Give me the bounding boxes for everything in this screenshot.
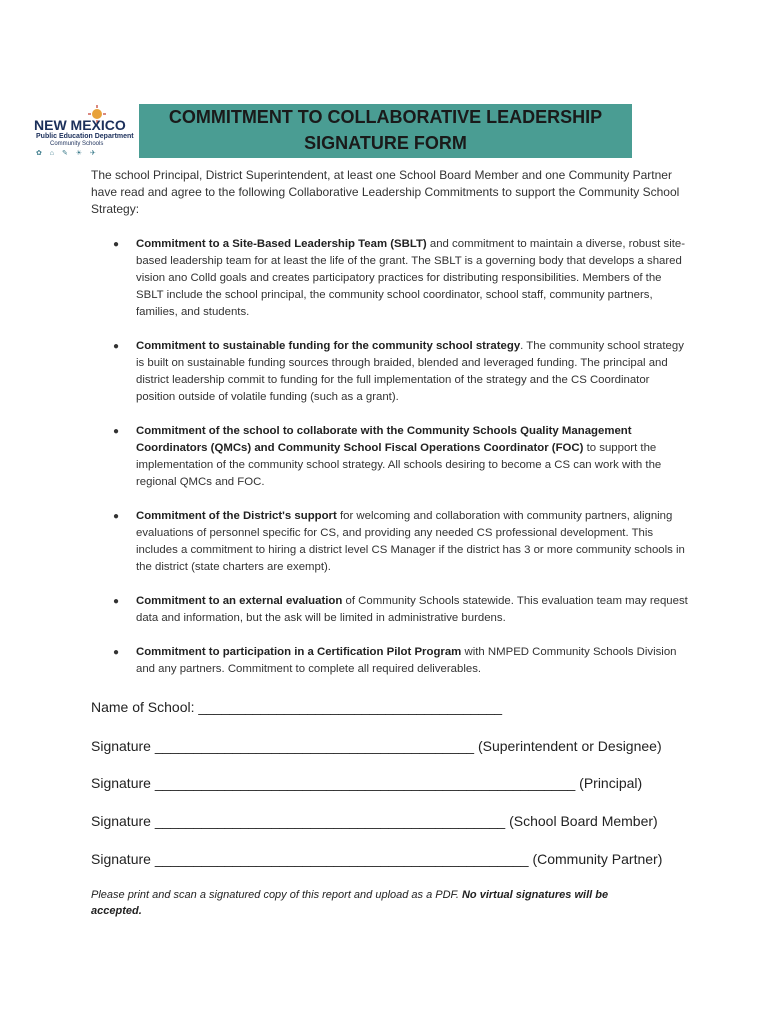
form-title-banner [139,104,632,158]
commitment-title: Commitment to participation in a Certification Pilot Program [136,646,462,658]
footer-instructions: Please print and scan a signatured copy of this report and upload as a PDF. [91,889,462,901]
principal-signature-field[interactable]: Signature ______________________________________________________ (Principal) [91,775,643,791]
list-item [91,236,691,321]
list-item [91,644,691,678]
bullet-icon: ● [113,426,120,437]
commitment-text: for welcoming and collaboration with community partners, aligning evaluations of personnel specific for CS, and providing any needed CS professional development. This includes a commitment to hiring a district level CS Manager if the district has 3 or more community schools in the district (state charters are exempt). [136,510,685,573]
logo-division: Community Schools [50,141,104,147]
commitment-text: and commitment to maintain a diverse, robust site-based leadership team for at least the life of the grant. The SBLT is a governing body that develops a shared vision ano Colld goals and creates participatory practices for distributing responsibilities. Members of the SBLT include the school principal, the community school coordinator, school staff, community partners, families, and students. [136,238,686,318]
commitment-title: Commitment to a Site-Based Leadership Team (SBLT) [136,238,427,250]
bullet-icon: ● [113,511,120,522]
intro-paragraph: The school Principal, District Superintendent, at least one School Board Member and one Community Partner have read and agree to the following Collaborative Leadership Commitments to support the Community School Strategy: [91,168,680,216]
list-item [91,593,691,627]
footer-warning: No virtual signatures will be accepted. [91,889,609,917]
board-member-signature-field[interactable]: Signature _____________________________________________ (School Board Member) [91,813,658,829]
school-name-field[interactable]: Name of School: _______________________________________ [91,699,503,715]
commitment-title: Commitment to an external evaluation [136,595,343,607]
logo-department: Public Education Department [36,133,134,140]
title-line-2: SIGNATURE FORM [304,133,467,153]
commitment-text: with NMPED Community Schools Division and any partners. Commitment to complete all required deliverables. [136,646,677,675]
footer-note [91,887,651,919]
commitment-text: to support the implementation of the community school strategy. All schools desiring to become a CS can work with the regional QMCs and FOC. [136,442,662,488]
logo-brand: NEW MEXICO [34,117,126,133]
logo-symbols-icon: ✿ ⌂ ✎ ☀ ✈ [36,150,99,157]
list-item [91,338,691,406]
commitment-text: . The community school strategy is built on sustainable funding sources through braided, blended and leveraged funding. The principal and district leadership commit to funding for the full implementation of the strategy and the CS Coordinator position outside of volatile funding (such as a grant). [136,340,684,403]
bullet-icon: ● [113,239,120,250]
commitment-title: Commitment to sustainable funding for the community school strategy [136,340,521,352]
commitments-list [91,236,691,678]
bullet-icon: ● [113,596,120,607]
commitment-text: of Community Schools statewide. This evaluation team may request data and information, but the ask will be limited in administrative burdens. [136,595,688,624]
bullet-icon: ● [113,341,120,352]
superintendent-signature-field[interactable]: Signature _________________________________________ (Superintendent or Designee) [91,738,662,754]
commitment-title: Commitment of the school to collaborate with the Community Schools Quality Management Coordinators (QMCs) and Community School Fiscal Operations Coordinator (FOC) [136,425,632,454]
list-item [91,423,691,491]
community-partner-signature-field[interactable]: Signature ________________________________________________ (Community Partner) [91,851,663,867]
list-item [91,508,691,576]
commitment-title: Commitment of the District's support [136,510,337,522]
bullet-icon: ● [113,647,120,658]
title-line-1: COMMITMENT TO COLLABORATIVE LEADERSHIP [168,107,603,127]
nm-ped-logo [30,105,134,160]
